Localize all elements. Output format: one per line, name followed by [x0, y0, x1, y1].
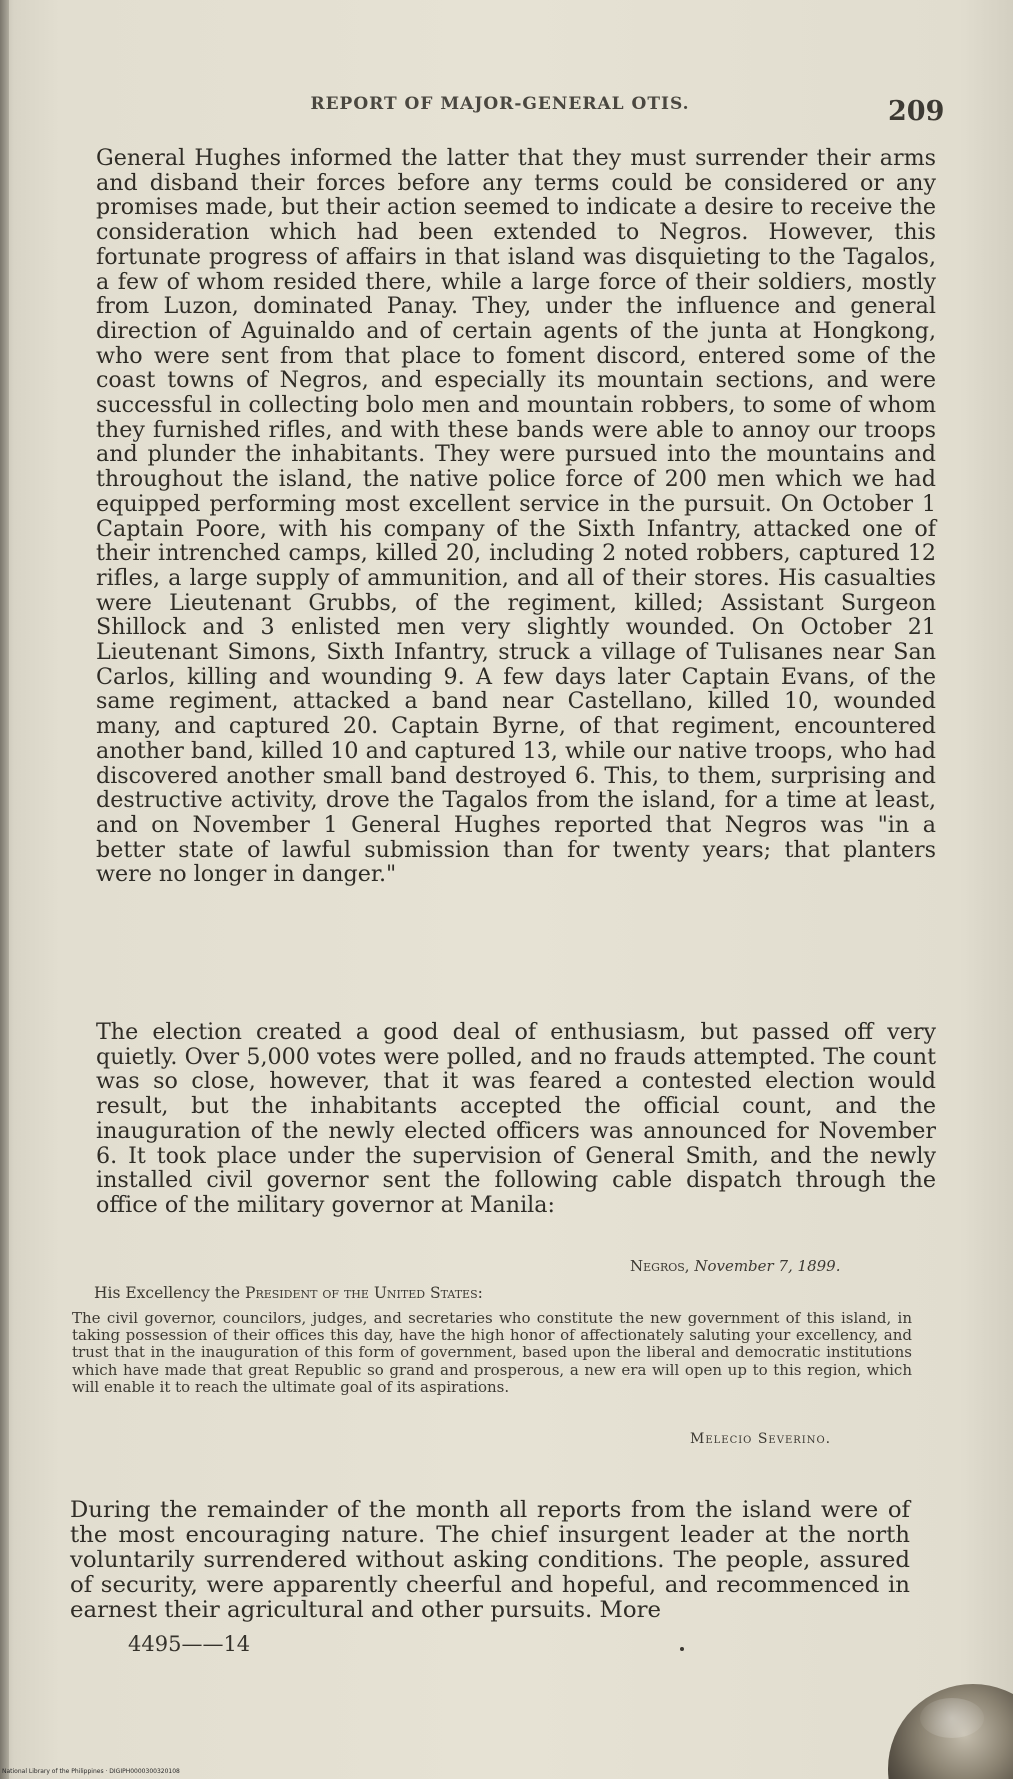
dateline-date: November 7, 1899. — [694, 1257, 841, 1275]
scanner-thumb-highlight — [920, 1698, 984, 1738]
dispatch-body: The civil governor, councilors, judges, and secretaries who constitute the new government of this island, in taking possession of their offices this day, have the high honor of affectionately saluting your excellency, and trust that in the inauguration of this form of government, based upon the liberal and democratic institutions which have made that great Republic so grand and prosperous, a new era will open up to this region, which will enable it to reach the ultimate goal of its aspirations. — [72, 1309, 912, 1396]
dispatch-salutation — [94, 1284, 483, 1302]
dateline-place: Negros, — [630, 1257, 690, 1275]
paragraph-3: During the remainder of the month all reports from the island were of the most encouraging nature. The chief insurgent leader at the north voluntarily surrendered without asking conditions. The people, assured of security, were apparently cheerful and hopeful, and recommenced in earnest their agricultural and other pursuits. More — [70, 1497, 910, 1623]
paragraph-2: The election created a good deal of enthusiasm, but passed off very quietly. Over 5,000 votes were polled, and no frauds attempted. The count was so close, however, that it was feared a contested election would result, but the inhabitants accepted the official count, and the inauguration of the newly elected officers was announced for November 6. It took place under the supervision of General Smith, and the newly installed civil governor sent the following cable dispatch through the office of the military governor at Manila: — [96, 1019, 936, 1218]
printer-signature-mark: 4495——14 — [128, 1632, 251, 1656]
dispatch-signature: Melecio Severino. — [690, 1431, 832, 1447]
salutation-title: President of the United States: — [245, 1284, 483, 1302]
scan-credit: National Library of the Philippines · DIGIPH0000300320108 — [2, 1768, 180, 1775]
running-head: REPORT OF MAJOR-GENERAL OTIS. — [310, 94, 690, 114]
dispatch-dateline — [630, 1257, 841, 1275]
body-text-block-1 — [96, 146, 936, 887]
body-text-block-2 — [96, 1020, 936, 1218]
paragraph-1: General Hughes informed the latter that they must surrender their arms and disband their forces before any terms could be considered or any promises made, but their action seemed to indicate a desire to receive the consideration which had been extended to Negros. However, this fortunate progress of affairs in that island was disquieting to the Tagalos, a few of whom resided there, while a large force of their soldiers, mostly from Luzon, dominated Panay. They, under the influence and general direction of Aguinaldo and of certain agents of the junta at Hongkong, who were sent from that place to foment discord, entered some of the coast towns of Negros, and especially its mountain sections, and were successful in collecting bolo men and mountain robbers, to some of whom they furnished rifles, and with these bands were able to annoy our troops and plunder the inhabitants. They were pursued into the mountains and throughout the island, the native police force of 200 men which we had equipped performing most excellent service in the pursuit. On October 1 Captain Poore, with his company of the Sixth Infantry, attacked one of their intrenched camps, killed 20, including 2 noted robbers, captured 12 rifles, a large supply of ammunition, and all of their stores. His casualties were Lieutenant Grubbs, of the regiment, killed; Assistant Surgeon Shillock and 3 enlisted men very slightly wounded. On October 21 Lieutenant Simons, Sixth Infantry, struck a village of Tulisanes near San Carlos, killing and wounding 9. A few days later Captain Evans, of the same regiment, attacked a band near Castellano, killed 10, wounded many, and captured 20. Captain Byrne, of that regiment, encountered another band, killed 10 and captured 13, while our native troops, who had discovered another small band destroyed 6. This, to them, surprising and destructive activity, drove the Tagalos from the island, for a time at least, and on November 1 General Hughes reported that Negros was "in a better state of lawful submission than for twenty years; that planters were no longer in danger." — [96, 145, 936, 888]
ink-speck — [680, 1647, 684, 1651]
salutation-prefix: His Excellency the — [94, 1284, 241, 1302]
page-number: 209 — [888, 96, 945, 127]
page-binding-edge — [0, 0, 9, 1779]
